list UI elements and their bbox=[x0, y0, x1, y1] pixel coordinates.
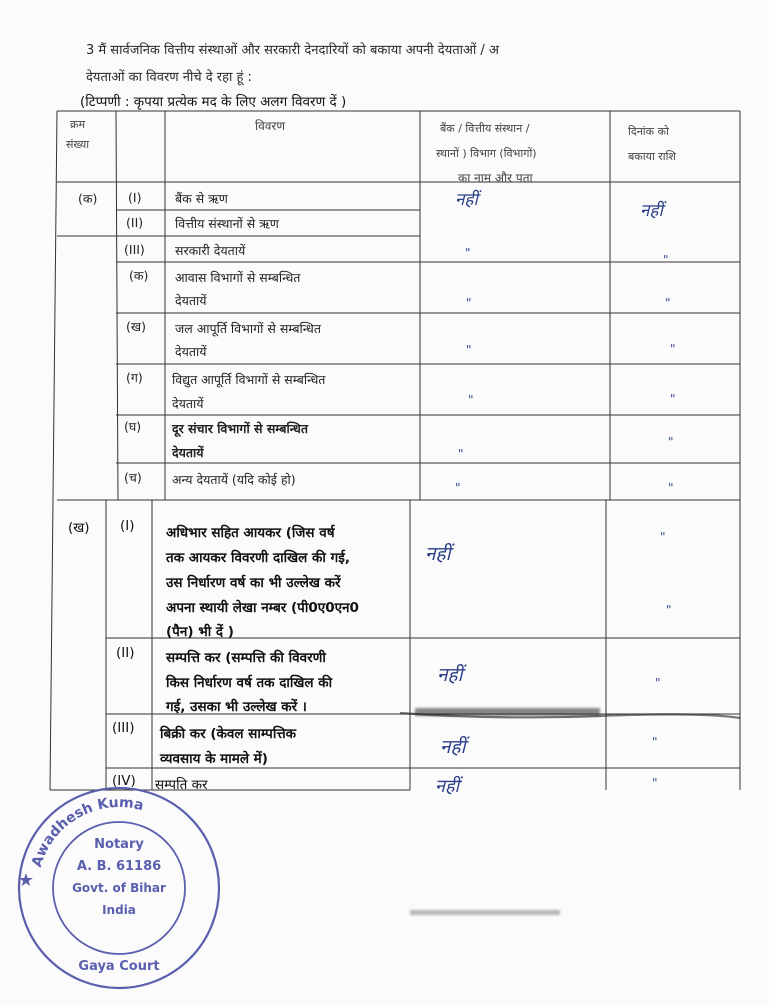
row-k1-number: (I) bbox=[128, 190, 142, 205]
row-d-text-2: देयतायें bbox=[172, 445, 204, 460]
ditto-a-amount: " bbox=[665, 296, 671, 310]
row-kh2-line-2: किस निर्धारण वर्ष तक दाखिल की bbox=[166, 675, 333, 691]
ditto-kh3-amount: " bbox=[652, 735, 658, 749]
row-e-number: (च) bbox=[124, 470, 142, 485]
header-serial-2: संख्या bbox=[66, 138, 90, 151]
scan-smudge bbox=[415, 708, 600, 716]
ditto-d-bank: " bbox=[458, 447, 464, 461]
intro-line-2: देयताओं का विवरण नीचे दे रहा हूं : bbox=[86, 70, 252, 85]
stamp-line-3: Govt. of Bihar bbox=[72, 881, 166, 895]
row-k1-text: बैंक से ऋण bbox=[175, 191, 228, 206]
row-a-text-1: आवास विभागों से सम्बन्धित bbox=[175, 270, 301, 285]
ditto-kh1-amount-1: " bbox=[660, 530, 666, 544]
section-k-label: (क) bbox=[78, 191, 98, 206]
row-kh2-line-3: गई, उसका भी उल्लेख करें । bbox=[166, 699, 307, 715]
row-kh1-number: (I) bbox=[120, 518, 135, 534]
ditto-k3-amount: " bbox=[663, 253, 669, 267]
stamp-line-4: India bbox=[102, 903, 136, 917]
ditto-d-amount: " bbox=[668, 435, 674, 449]
row-kh3-line-2: व्यवसाय के मामले में) bbox=[160, 751, 268, 767]
row-kh1-line-5: (पैन) भी दें ) bbox=[166, 624, 234, 640]
row-c-text-1: विद्युत आपूर्ति विभागों से सम्बन्धित bbox=[172, 372, 326, 387]
row-c-number: (ग) bbox=[126, 370, 143, 385]
row-kh3-number: (III) bbox=[112, 720, 135, 736]
answer-k1-amount: नहीं bbox=[640, 201, 663, 221]
intro-line-1: 3 मैं सार्वजनिक वित्तीय संस्थाओं और सरकारी देनदारियों को बकाया अपनी देयताओं / अ bbox=[86, 43, 499, 58]
row-kh2-line-1: सम्पत्ति कर (सम्पत्ति की विवरणी bbox=[166, 650, 326, 666]
ditto-b-bank: " bbox=[466, 343, 472, 357]
row-b-text-1: जल आपूर्ति विभागों से सम्बन्धित bbox=[175, 321, 321, 336]
ditto-e-bank: " bbox=[455, 481, 461, 495]
row-d-number: (घ) bbox=[124, 419, 142, 434]
header-serial-1: क्रम bbox=[70, 118, 86, 131]
row-e-text: अन्य देयतायें (यदि कोई हो) bbox=[172, 472, 296, 487]
notary-stamp bbox=[8, 782, 230, 994]
header-date-2: बकाया राशि bbox=[628, 150, 676, 163]
row-kh4-text: सम्पति कर bbox=[155, 777, 208, 793]
answer-k1-bank: नहीं bbox=[455, 190, 478, 210]
row-d-text-1: दूर संचार विभागों से सम्बन्धित bbox=[172, 421, 308, 436]
star-icon: ★ bbox=[17, 870, 35, 891]
row-b-number: (ख) bbox=[126, 319, 146, 334]
ditto-k3-bank: " bbox=[465, 246, 471, 260]
section-kh-label: (ख) bbox=[68, 520, 90, 536]
ditto-e-amount: " bbox=[668, 481, 674, 495]
row-kh3-line-1: बिक्री कर (केवल साम्पत्तिक bbox=[160, 726, 297, 742]
row-kh1-line-4: अपना स्थायी लेखा नम्बर (पी0ए0एन0 bbox=[166, 600, 359, 616]
header-bank-2: स्थानों ) विभाग (विभागों) bbox=[436, 147, 537, 160]
stamp-name: Awadhesh Kuma bbox=[28, 794, 146, 870]
header-bank-1: बैंक / वित्तीय संस्थान / bbox=[440, 122, 530, 135]
intro-note: (टिप्पणी : कृपया प्रत्येक मद के लिए अलग विवरण दें ) bbox=[80, 94, 347, 110]
answer-kh3-bank: नहीं bbox=[440, 736, 466, 758]
row-kh1-line-1: अधिभार सहित आयकर (जिस वर्ष bbox=[166, 525, 335, 541]
ditto-kh4-amount: " bbox=[652, 776, 658, 790]
row-a-text-2: देयतायें bbox=[175, 293, 207, 308]
row-k2-text: वित्तीय संस्थानों से ऋण bbox=[175, 216, 279, 231]
ditto-b-amount: " bbox=[670, 342, 676, 356]
row-c-text-2: देयतायें bbox=[172, 396, 204, 411]
ditto-c-amount: " bbox=[670, 392, 676, 406]
row-k3-number: (III) bbox=[124, 242, 145, 257]
row-kh4-number: (IV) bbox=[112, 773, 136, 789]
ditto-c-bank: " bbox=[468, 393, 474, 407]
ditto-kh2-amount: " bbox=[655, 676, 661, 690]
scan-smudge bbox=[410, 910, 560, 915]
header-bank-3: का नाम और पता bbox=[458, 171, 533, 185]
answer-kh2-bank: नहीं bbox=[437, 664, 463, 686]
stamp-line-5: Gaya Court bbox=[78, 959, 160, 974]
row-kh1-line-2: तक आयकर विवरणी दाखिल की गई, bbox=[166, 550, 350, 566]
row-kh1-line-3: उस निर्धारण वर्ष का भी उल्लेख करें bbox=[166, 575, 341, 591]
answer-kh4-bank: नहीं bbox=[435, 776, 460, 797]
svg-text:Awadhesh Kuma bbox=[29, 795, 145, 869]
header-details: विवरण bbox=[255, 119, 286, 133]
ditto-kh1-amount-2: " bbox=[666, 603, 672, 617]
row-k2-number: (II) bbox=[126, 215, 144, 230]
row-b-text-2: देयतायें bbox=[175, 344, 207, 359]
stamp-line-1: Notary bbox=[94, 837, 144, 852]
answer-kh1-bank: नहीं bbox=[425, 543, 451, 565]
row-a-number: (क) bbox=[129, 268, 149, 283]
row-k3-text: सरकारी देयतायें bbox=[175, 243, 246, 258]
stamp-line-2: A. B. 61186 bbox=[76, 859, 162, 874]
row-kh2-number: (II) bbox=[116, 645, 135, 661]
ditto-a-bank: " bbox=[466, 296, 472, 310]
header-date-1: दिनांक को bbox=[628, 125, 669, 138]
